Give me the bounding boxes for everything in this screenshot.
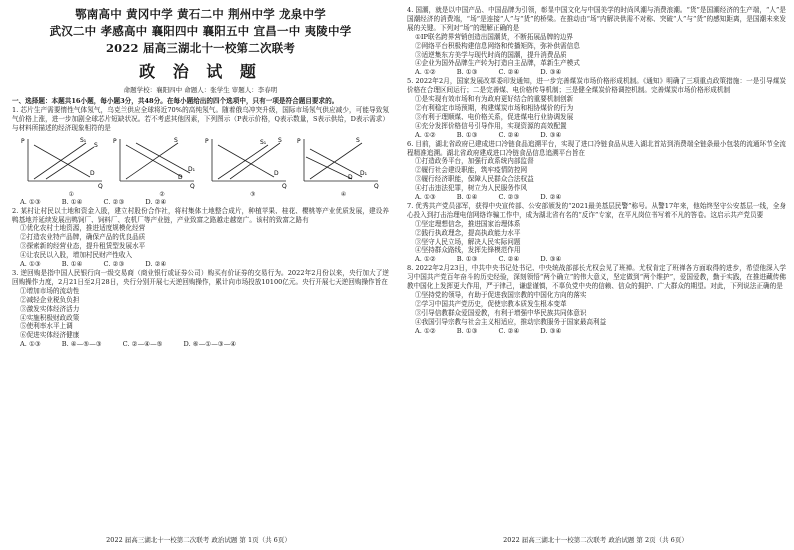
svg-text:S: S: [278, 136, 282, 144]
option: ④企业为国外品牌生产转为打造自主品牌，革新生产模式: [415, 59, 580, 68]
option: ③探索新的经营业态，提升租赁型发展水平: [20, 242, 146, 251]
svg-text:P: P: [205, 137, 209, 145]
question-6-answers: A. ①③ B. ①④ C. ②③ D. ②④: [415, 193, 562, 202]
option: ⑥促进实体经济健康: [20, 331, 80, 340]
option: ②学习中国共产党历史，促使宗教本质发生根本变革: [415, 299, 567, 308]
question-8-answers: A. ①② B. ①③ C. ②④ D. ③④: [415, 326, 562, 335]
option: ④打击违法犯罪，树立为人民服务作风: [415, 184, 528, 193]
option: ④让农民以入股，增加村民财产性收入: [20, 251, 133, 260]
svg-text:S: S: [94, 141, 98, 149]
exam-line: 2022 届高三湖北十一校第二次联考: [105, 41, 296, 55]
svg-text:D₁: D₁: [360, 169, 368, 177]
svg-text:P: P: [21, 137, 25, 145]
option: ②有利稳定市场预期，构建煤炭市场和相协煤价的行为: [415, 103, 574, 112]
svg-text:Q: Q: [282, 182, 287, 189]
svg-text:D₁: D₁: [188, 165, 196, 173]
option: ③履行经济职能，保障人民群众合法权益: [415, 175, 534, 184]
schools-line-2: 武汉二中 孝感高中 襄阳四中 襄阳五中 宜昌一中 夷陵中学: [49, 24, 352, 38]
option: ②网络平台积极构建信息网络和传播矩阵，弥补供需信息: [415, 41, 580, 50]
question-6: 6. 目前，湖北省政府已建成进口冷链食品追溯平台，实现了进口冷链食品从进入湖北首站到消费端全链条最小包装的流通环节全流程精准追溯。湖北省政府建成进口冷链食品信息追溯平台旨在: [407, 139, 786, 157]
option: ④坚持群众路线，发挥先锋模范作用: [415, 246, 521, 255]
svg-text:Q: Q: [190, 182, 195, 189]
option: ③引导信教群众爱国爱教，有利于增强中华民族共同体意识: [415, 308, 587, 317]
schools-line-1: 鄂南高中 黄冈中学 黄石二中 荆州中学 龙泉中学: [75, 7, 326, 21]
svg-text:D: D: [90, 169, 95, 177]
option: ②践行执政理念，提高执政能力水平: [415, 228, 521, 237]
question-3: 3. 逆回购是指中国人民银行向一级交易商（商业银行或证券公司）购买有价证券的交易行为。2022年2月份以来，央行加大了逆回购操作力度，2月21日至2月28日，央行分别开展七天逆回购操作，累计向市场投放10100亿元。央行开展七天逆回购操作旨在: [12, 268, 389, 286]
question-4: 4. 国潮，就是以中国产品、中国品牌为引领，彰显中国文化与中国美学的时尚风潮与消费浪潮。“货”是国潮经济的生产端，“人”是国潮经济的消费端，“场”是连接“人”与“货”的桥梁。在推动由“场”内解决供需不对称、突破“人”与“货”的感知距离，是国潮未来发展的关键。下列对“场”的理解正确的是: [407, 6, 786, 32]
graph-3: [204, 135, 290, 189]
svg-text:P: P: [297, 137, 301, 145]
option: ②履行社会建设职能，筑牢疫情防控网: [415, 166, 528, 175]
page-2: [397, 0, 794, 550]
question-2: 2. 某村让村民以土地和资金入股，建立村股份合作社，将村集体土地整合成片，种植苹果、桂花、樱桃等产业优质发展，建设养鸭基地并延续发展出鸭饲厂、饲料厂、农机厂等产业链，产业致富之路越走越宽广。该村的致富之路有: [12, 206, 389, 224]
footer-page-2: 2022 届高三湖北十一校第二次联考 政治试题 第 2页（共 6页）: [503, 536, 688, 544]
option: ③有利于理顺煤、电价格关系，促进煤电行业协调发展: [415, 112, 574, 121]
option: ④充分发挥价格信号引导作用，实现资源的高效配置: [415, 121, 567, 130]
option: ①打造政务平台，加强行政系统内部监督: [415, 157, 534, 166]
question-7-answers: A. ①② B. ①③ C. ②④ D. ③④: [415, 255, 562, 264]
option: ①是实现有效市场和有为政府更好结合的重要机制创新: [415, 95, 574, 104]
question-8: 8. 2022年2月23日，中共中央书记处书记、中央统战部部长尤权会见了班禅。尤权肯定了班禅各方面取得的进步，希望他深入学习中国共产党百年奋斗的历史经验，深刻领悟“两个确立”的伟大意义，坚定做到“两个维护”，爱国爱教，勤于实践，在推进藏传佛教中国化上发挥更大作用，严于律己，谦虚谨慎，不辜负党中央的信赖、信众的拥护、广大群众的期望。对此，下列说法正确的是: [407, 264, 786, 291]
footer-page-1: 2022 届高三湖北十一校第二次联考 政治试题 第 1页（共 6页）: [106, 536, 291, 544]
question-7: 7. 优秀共产党员邵军，获得中央宣传部、公安部颁发的“2021最美基层民警”称号。从警17年来，他始终坚守公安基层一线，全身心投入到打击治理电信网络诈骗工作中，成为湖北省有名的“反诈”专家，在平凡岗位书写着不凡的答卷。这启示共产党员要: [407, 201, 786, 219]
svg-text:D: D: [274, 169, 279, 177]
exam-meta: 命题学校：襄阳四中 命题人：张学生 审题人：李春明: [123, 86, 278, 94]
svg-text:S: S: [174, 136, 178, 144]
option: ①坚定理想信念，推进国家治理体系: [415, 219, 521, 228]
svg-text:S₁: S₁: [80, 136, 87, 144]
svg-text:Q: Q: [98, 182, 103, 189]
svg-text:Q: Q: [374, 182, 379, 189]
graph-label: ②: [159, 190, 165, 198]
option: ③适逆集东方美学与现代时尚的国潮，提升消费品质: [415, 50, 567, 59]
graph-1: [20, 135, 106, 189]
svg-text:S₁: S₁: [260, 138, 267, 146]
graph-4: [296, 135, 382, 189]
graph-label: ③: [250, 190, 256, 198]
option: ③激发实体经济活力: [20, 304, 80, 313]
graph-2: [112, 135, 198, 189]
option: ①优化农村土地资源，推进适度规模化经营: [20, 224, 146, 233]
question-1: 1. 芯片生产需要惰性气体氖气，乌克兰供应全球将近70%的高纯氖气。随着俄乌冲突升级，国际市场氖气供应减少，可能导致氖气价格上涨，进一步加剧全球芯片短缺状况。若不考虑其他因素，下列图示（P表示价格，Q表示数量，S表示供给，D表示需求）与材料所描述的经济现象相符的是: [12, 106, 389, 132]
option: ②减轻企业税负负担: [20, 295, 80, 304]
question-1-answers: A. ①③ B. ①④ C. ②③ D. ②④: [20, 197, 167, 206]
svg-text:D: D: [178, 173, 183, 181]
question-5: 5. 2022年2月，国家发展改革委印发通知，进一步完善煤炭市场价格形成机制。《通知》明确了三项重点政策措施：一是引导煤炭价格在合理区间运行；二是完善煤、电价格传导机制；三是健全煤炭价格调控机制。完善煤炭市场价格形成机制: [407, 77, 786, 95]
option: ①IP联名跨界营销创造出国潮货，不断拓展品牌的边界: [415, 32, 574, 41]
question-5-answers: A. ①② B. ①③ C. ②④ D. ③④: [415, 130, 562, 139]
option: ④实施积极财政政策: [20, 313, 80, 322]
option: ⑤使利率水平上调: [20, 322, 73, 331]
svg-text:S: S: [356, 136, 360, 144]
question-2-answers: A. ①③ B. ①④ C. ②③ D. ②④: [20, 260, 167, 269]
graph-label: ①: [68, 190, 75, 198]
graph-labels: [26, 191, 389, 198]
question-3-answers: A. ①③ B. ④—⑤—③ C. ②—④—⑤ D. ⑥—①—③—④: [20, 340, 237, 349]
option: ③坚守人民立场，解决人民实际问题: [415, 237, 521, 246]
question-4-answers: A. ①② B. ①③ C. ②④ D. ③④: [415, 68, 562, 77]
graph-label: ④: [340, 190, 347, 198]
section-heading: 一、选择题：本题共16小题，每小题3分，共48分。在每小题给出的四个选项中，只有一项是符合题目要求的。: [12, 97, 339, 105]
svg-text:P: P: [113, 137, 117, 145]
option: ①坚持党的领导，有助于促进我国宗教的中国化方向的落实: [415, 291, 587, 299]
svg-text:D: D: [348, 173, 353, 181]
question-1-graphs: [20, 135, 389, 189]
option: ④我国引导宗教与社会主义相适应，推动宗教服务于国家最高利益: [415, 317, 607, 326]
option: ①增加市场的流动性: [20, 286, 80, 295]
option: ②打造农业特产品牌，确保产品的优良品质: [20, 233, 146, 242]
subject-title: 政 治 试 题: [139, 62, 262, 81]
